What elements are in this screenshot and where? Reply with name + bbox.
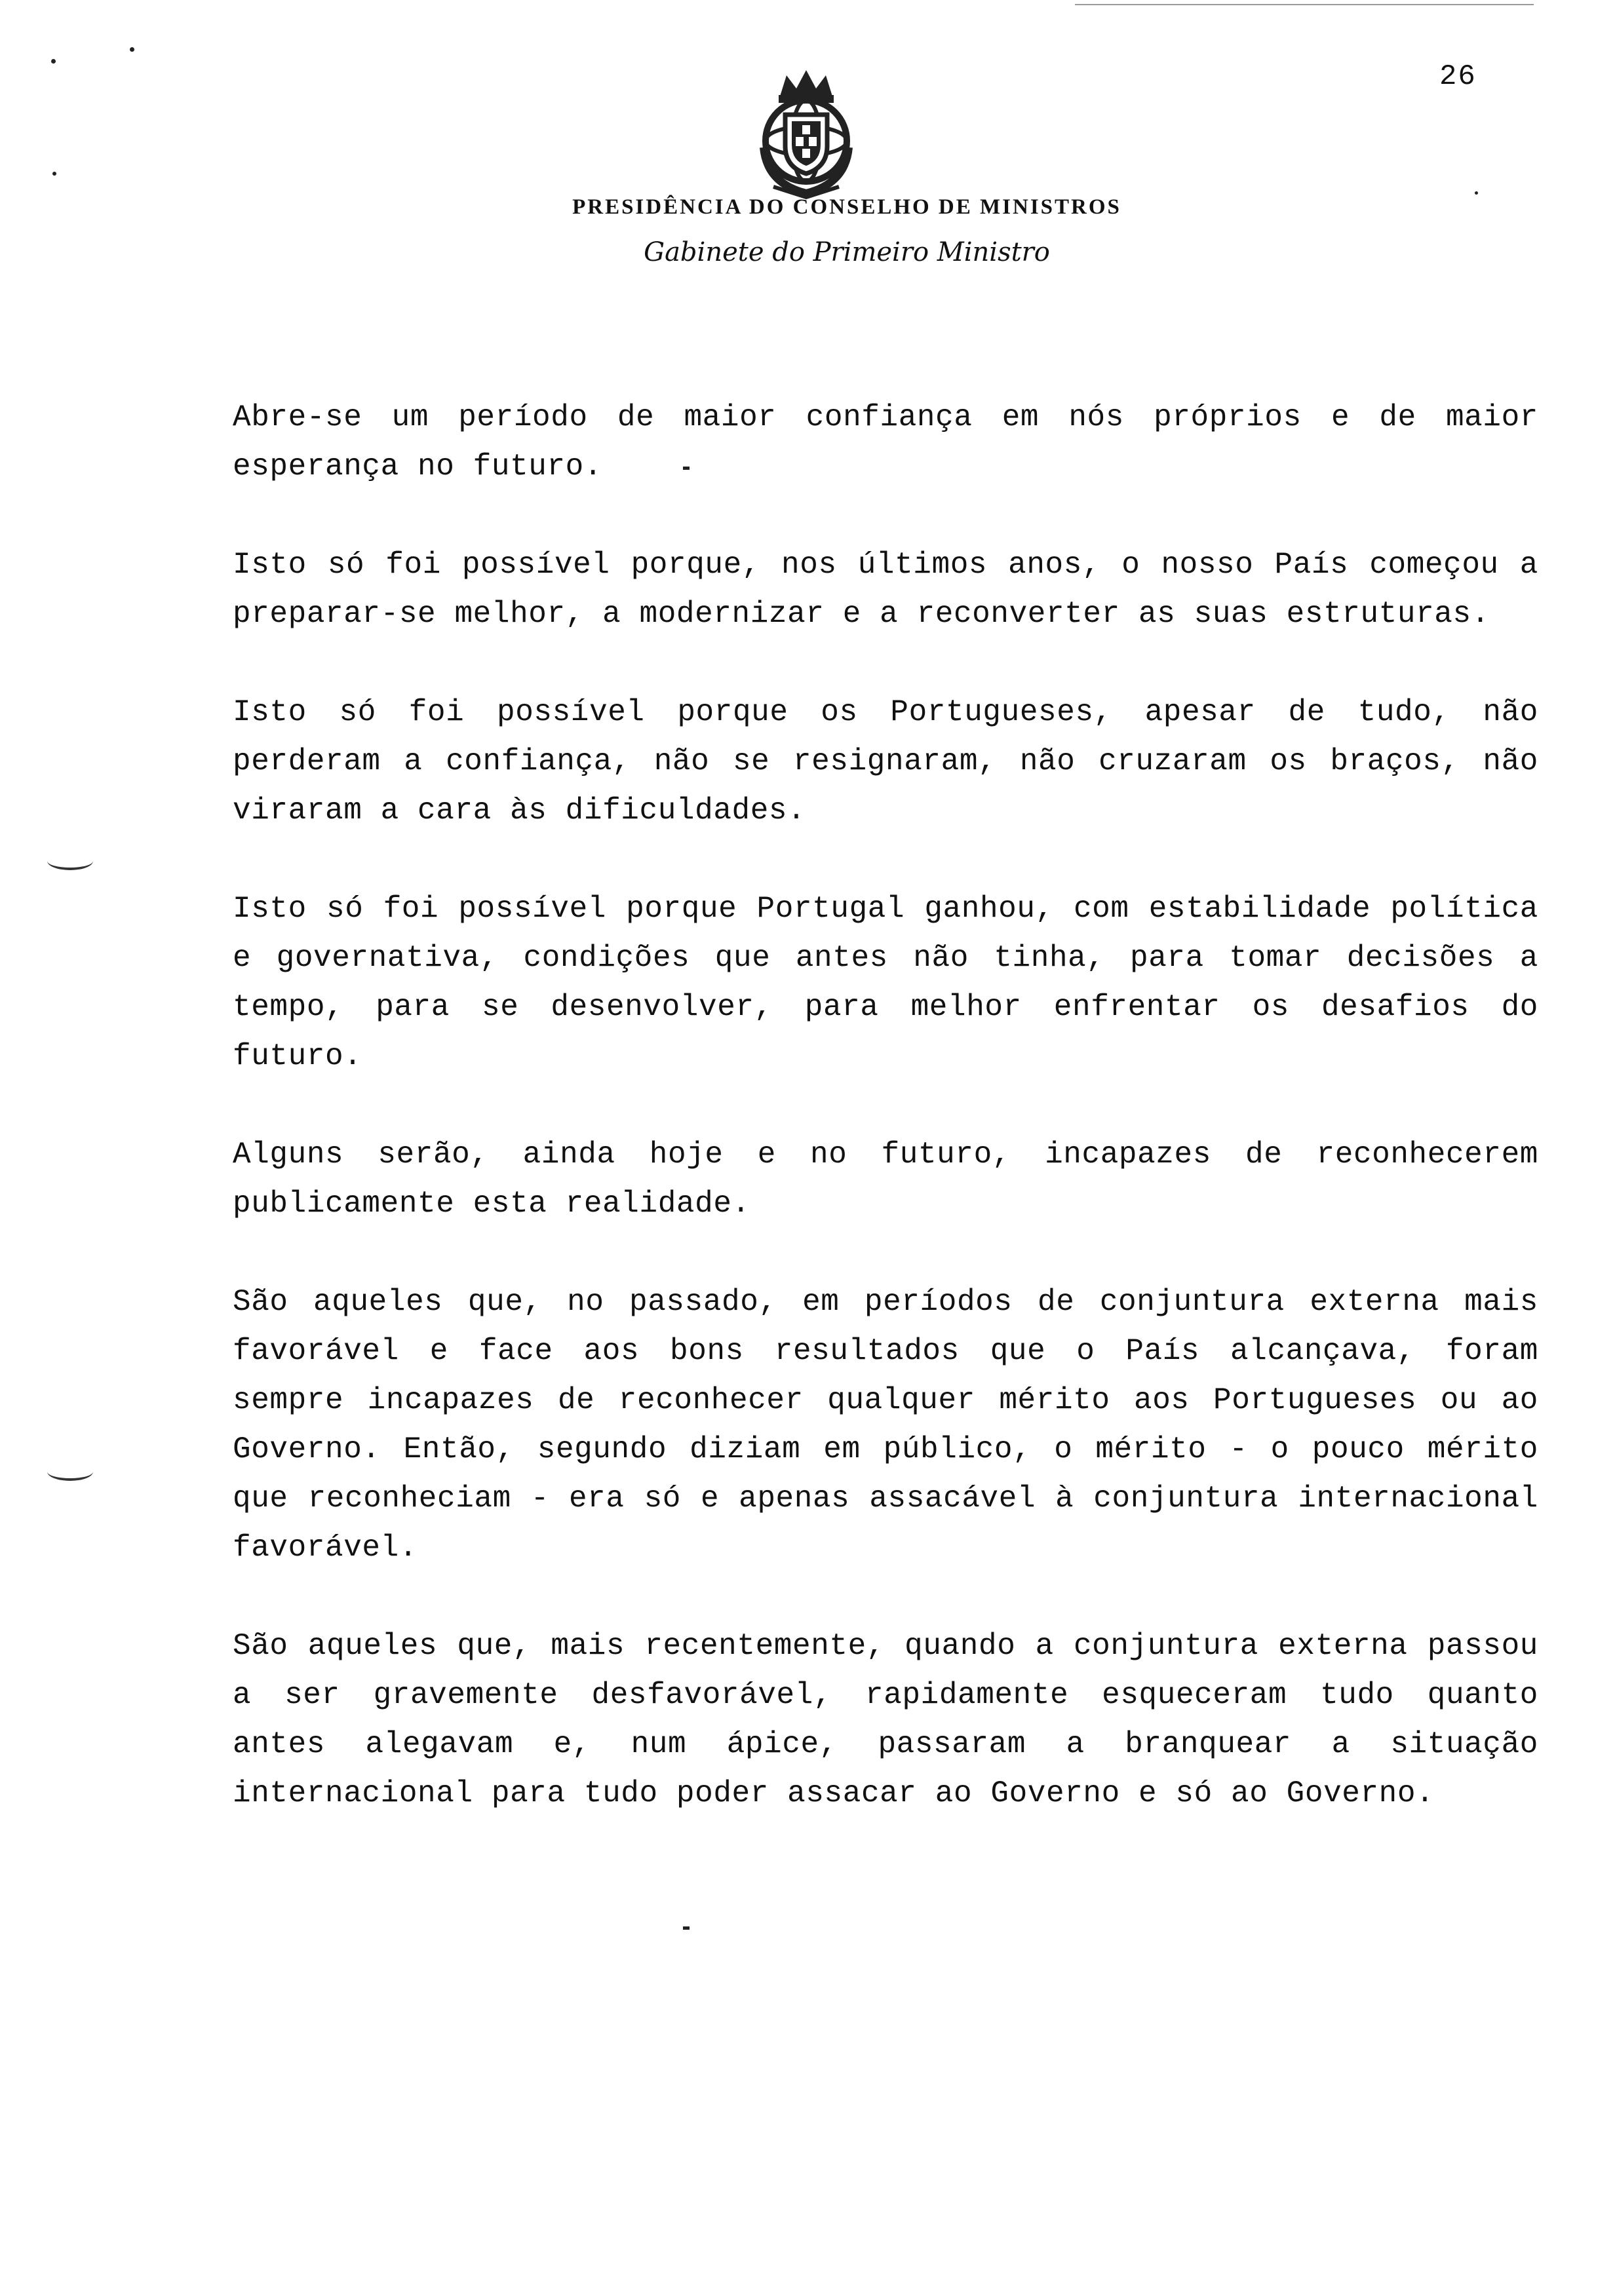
scan-speck — [683, 1926, 690, 1930]
paragraph: Isto só foi possível porque Portugal ganhou, com estabilidade política e governativa, condições que antes não tinha, para tomar decisões a tempo, para se desenvolver, para melhor enfrentar os desafios do futuro. — [233, 892, 1538, 1073]
scan-speck — [51, 59, 56, 64]
office-subtitle: Gabinete do Primeiro Ministro — [644, 237, 1050, 267]
paragraph: São aqueles que, no passado, em períodos de conjuntura externa mais favorável e face aos bons resultados que o País alcançava, foram sempre incapazes de reconhecer qualquer mérito aos Portugueses ou ao Governo. Então, segundo diziam em público, o mérito - o pouco mérito que reconheciam - era só e apenas assacável à conjuntura internacional favorável. — [233, 1285, 1538, 1565]
institution-title: PRESIDÊNCIA DO CONSELHO DE MINISTROS — [572, 195, 1121, 219]
scan-top-rule — [1075, 4, 1534, 5]
scan-speck — [52, 172, 56, 176]
scan-curve-mark — [47, 852, 93, 870]
paragraph: Isto só foi possível porque os Portugueses, apesar de tudo, não perderam a confiança, não se resignaram, não cruzaram os braços, não viraram a cara às dificuldades. — [233, 695, 1538, 828]
scan-speck — [130, 47, 134, 52]
page-number: 26 — [1439, 60, 1477, 93]
scan-speck — [1475, 191, 1478, 195]
paragraph: São aqueles que, mais recentemente, quando a conjuntura externa passou a ser gravemente desfavorável, rapidamente esqueceram tudo quanto antes alegavam e, num ápice, passaram a branquear a situação internacional para tudo poder assacar ao Governo e só ao Governo. — [233, 1629, 1538, 1810]
scan-curve-mark — [47, 1463, 93, 1481]
paragraph: Alguns serão, ainda hoje e no futuro, incapazes de reconhecerem publicamente esta realidade. — [233, 1138, 1538, 1221]
portuguese-coat-of-arms-icon — [747, 69, 865, 200]
body-text — [233, 393, 1538, 1867]
paragraph: Abre-se um período de maior confiança em nós próprios e de maior esperança no futuro. — [233, 400, 1538, 484]
paragraph: Isto só foi possível porque, nos últimos anos, o nosso País começou a preparar-se melhor, a modernizar e a reconverter as suas estruturas. — [233, 548, 1538, 631]
